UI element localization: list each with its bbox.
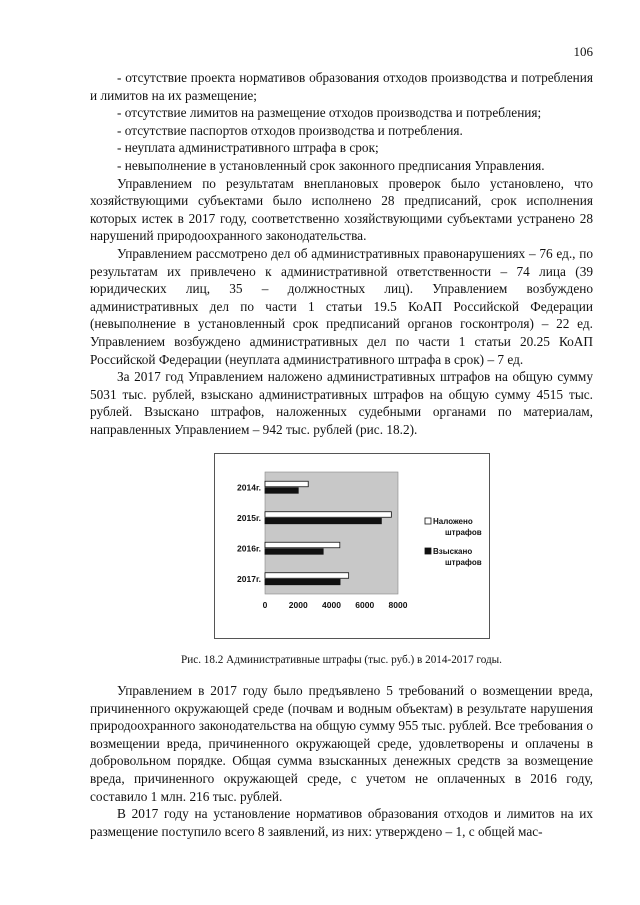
- bar-collected: [265, 549, 323, 555]
- category-label: 2015г.: [237, 512, 261, 523]
- legend-label: Взыскано: [433, 547, 473, 556]
- body-text-bottom: [90, 682, 593, 840]
- bar-imposed: [265, 512, 391, 518]
- bar-imposed: [265, 573, 349, 579]
- paragraph: Управлением по результатам внеплановых проверок было установлено, что хозяйствующими субъектами было исполнено 28 предписаний, срок исполнения которых истек в 2017 году, соответственно хозяйствующими субъектами устранено 28 нарушений природоохранного законодательства.: [90, 175, 593, 244]
- paragraph: - неуплата административного штрафа в срок;: [117, 140, 379, 156]
- legend-swatch: [425, 518, 431, 524]
- page-number: 106: [573, 44, 593, 59]
- x-tick-label: 4000: [322, 600, 341, 610]
- legend-label: штрафов: [445, 528, 482, 537]
- legend-label: Наложено: [433, 517, 473, 526]
- paragraph: - отсутствие проекта нормативов образования отходов производства и потребления и лимитов на их размещение;: [90, 70, 593, 103]
- bar-collected: [265, 579, 340, 585]
- fines-chart-svg: [215, 454, 489, 638]
- category-label: 2017г.: [237, 573, 261, 584]
- paragraph: - отсутствие паспортов отходов производства и потребления.: [117, 122, 463, 138]
- body-text-top: [90, 69, 593, 438]
- legend-swatch: [425, 548, 431, 554]
- x-tick-label: 6000: [355, 600, 375, 610]
- bar-collected: [265, 518, 381, 524]
- category-label: 2014г.: [237, 482, 261, 493]
- x-tick-label: 8000: [388, 600, 408, 610]
- bar-imposed: [265, 481, 308, 487]
- paragraph: Управлением в 2017 году было предъявлено 5 требований о возмещении вреда, причиненного окружающей среде (почвам и водным объектам) в результате нарушения природоохранного законодательства на общую сумму 955 тыс. рублей. Все требования о возмещении вреда, причиненного окружающей среде, удовлетворены и оплачены в добровольном порядке. Общая сумма взысканных денежных средств за возмещение вреда, причиненного окружающей среде, с учетом не оплаченных в 2016 году, составило 1 млн. 216 тыс. рублей.: [90, 683, 594, 804]
- x-tick-label: 2000: [288, 600, 308, 610]
- figure-caption: Рис. 18.2 Административные штрафы (тыс. руб.) в 2014-2017 годы.: [181, 654, 502, 666]
- paragraph: - невыполнение в установленный срок законного предписания Управления.: [117, 157, 545, 173]
- fines-chart: [214, 453, 490, 639]
- paragraph: За 2017 год Управлением наложено административных штрафов на общую сумму 5031 тыс. рублей, взыскано административных штрафов на общую сумму 4515 тыс. рублей. Взыскано штрафов, наложенных судебными органами по материалам, направленных Управлением – 942 тыс. рублей (рис. 18.2).: [90, 369, 593, 437]
- paragraph: - отсутствие лимитов на размещение отходов производства и потребления;: [117, 105, 542, 121]
- x-tick-label: 0: [262, 600, 268, 610]
- category-label: 2016г.: [237, 543, 261, 554]
- paragraph: В 2017 году на установление нормативов образования отходов и лимитов на их размещение поступило всего 8 заявлений, из них: утверждено – 1, с общей мас-: [90, 806, 593, 839]
- paragraph: Управлением рассмотрено дел об административных правонарушениях – 76 ед., по результатам их привлечено к административной ответственности – 74 лица (39 юридических лиц, 35 – должностных лиц). Управлением возбуждено административных дел по части 1 статьи 19.5 КоАП Российской Федерации (невыполнение в установленный срок предписаний органов госконтроля) – 22 ед. Управлением возбуждено административных дел по части 1 статьи 20.25 КоАП Российской Федерации (неуплата административного штрафа в срок) – 7 ед.: [90, 245, 593, 367]
- bar-imposed: [265, 542, 340, 548]
- legend-label: штрафов: [445, 558, 482, 567]
- bar-collected: [265, 488, 298, 494]
